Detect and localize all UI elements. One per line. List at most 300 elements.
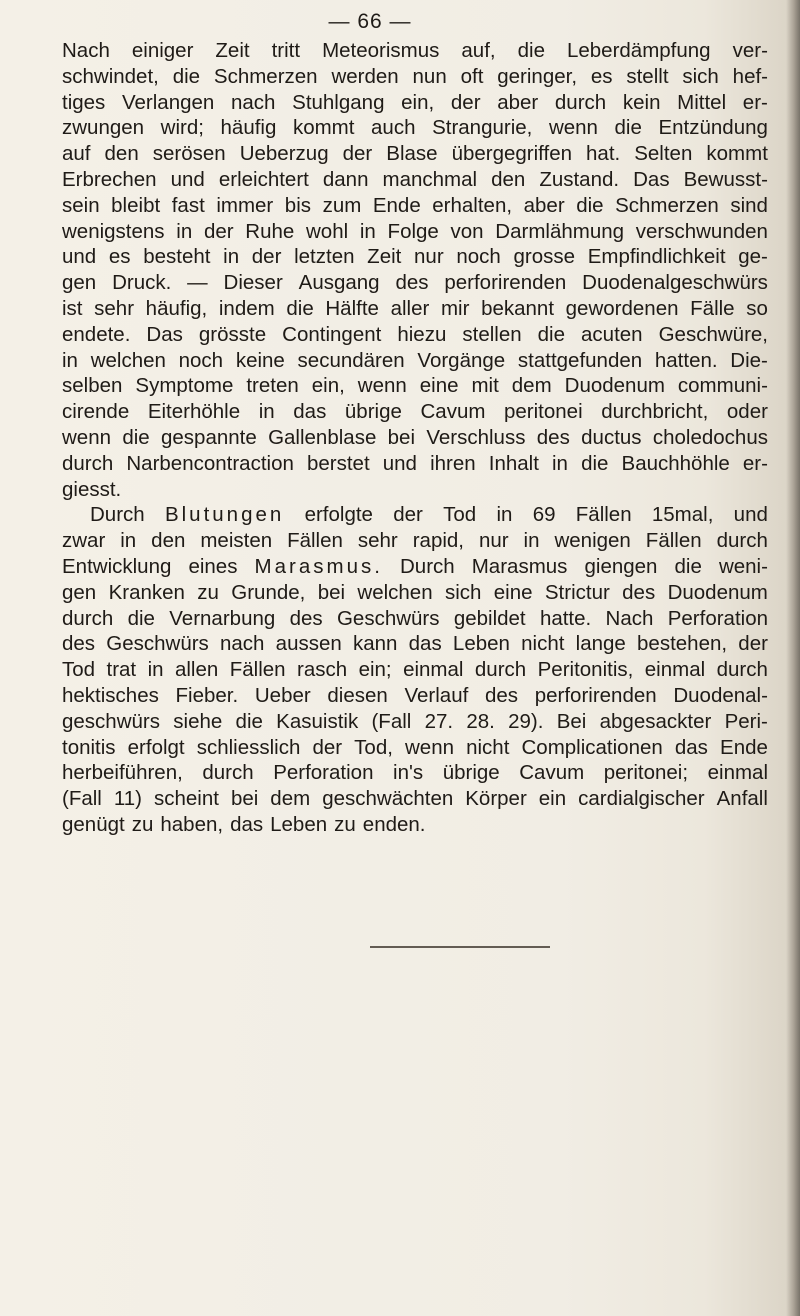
word: Entzündung — [658, 116, 768, 140]
word: Strangurie, — [432, 116, 533, 140]
word: das — [674, 735, 708, 759]
word: Ende — [372, 193, 421, 217]
word: nach — [231, 90, 276, 114]
word: hektisches — [62, 683, 159, 707]
text-line — [62, 606, 768, 632]
word: rapid, — [412, 529, 464, 553]
word: übergegriffen — [451, 142, 572, 166]
word: Bewusst- — [683, 167, 768, 191]
word: in — [523, 529, 540, 553]
text-line — [62, 735, 768, 761]
word: Schmerzen — [615, 193, 719, 217]
word: diesen — [327, 683, 388, 707]
word: Geschwüre, — [658, 322, 768, 346]
text-line — [62, 38, 768, 64]
word: Folge — [387, 219, 439, 243]
word: in — [258, 400, 275, 424]
word: Fälle — [690, 296, 735, 320]
word: in — [62, 348, 78, 372]
word: der — [738, 632, 768, 656]
word: serösen — [152, 142, 226, 166]
word: Dieser — [223, 271, 283, 295]
word: indem — [218, 296, 275, 320]
text-line — [62, 90, 768, 116]
word: er- — [742, 90, 768, 114]
word: communi- — [677, 374, 768, 398]
word: tritt — [271, 39, 301, 62]
word: wird; — [160, 116, 204, 140]
word: ein, — [401, 90, 435, 114]
word: erfolgte — [304, 503, 373, 527]
word: hatte. — [539, 606, 592, 630]
word: der — [203, 219, 234, 243]
word: Zeit — [367, 245, 402, 269]
word: wenn — [62, 425, 112, 449]
word: in — [120, 529, 137, 553]
word: des — [62, 632, 96, 656]
word: kommt — [292, 116, 355, 140]
word: die — [286, 296, 314, 320]
word: gespannte — [161, 425, 257, 449]
word: Geschwürs — [106, 632, 209, 656]
word: oft — [460, 64, 484, 88]
word: Hälfte — [325, 296, 379, 320]
word: Symptome — [135, 374, 234, 398]
text-line — [62, 193, 768, 219]
word: der — [251, 245, 282, 269]
word: Duodenal- — [673, 683, 768, 707]
word: wenn — [357, 374, 407, 398]
word: sein — [62, 193, 100, 217]
word: rasch — [297, 658, 348, 682]
word: Narbencontraction — [126, 451, 294, 475]
word: aber — [497, 90, 539, 114]
word: ge- — [738, 245, 768, 269]
word: durch — [62, 606, 114, 630]
word: Tod — [443, 503, 477, 527]
word: (Fall — [371, 709, 412, 733]
word: den — [104, 142, 139, 166]
word: der — [450, 90, 481, 114]
word: bestehen, — [637, 632, 728, 656]
word: die — [674, 554, 702, 578]
word: ein, — [311, 374, 345, 398]
word: enden. — [362, 812, 426, 836]
word: choledochus — [652, 425, 768, 449]
word: Nach — [62, 39, 110, 62]
word: auf — [62, 142, 91, 166]
word: manchmal — [382, 167, 478, 191]
text-line — [62, 786, 768, 812]
word: die — [172, 64, 201, 88]
text-line — [62, 657, 768, 683]
word: grösste — [198, 322, 267, 346]
word: durch — [62, 451, 114, 475]
word: Anfall — [716, 787, 768, 811]
text-line — [62, 580, 768, 606]
word: dem — [511, 374, 552, 398]
text-line — [62, 64, 768, 90]
word: besteht — [143, 245, 211, 269]
word: acuten — [581, 322, 643, 346]
word: zwungen — [62, 116, 145, 140]
word: ductus — [581, 425, 642, 449]
word: Bei — [556, 709, 587, 733]
word: schwindet, — [62, 64, 159, 88]
word: Cavum — [519, 761, 585, 785]
word: Inhalt — [488, 451, 539, 475]
word: und — [382, 451, 417, 475]
word: in — [552, 451, 568, 475]
word: trat — [106, 658, 137, 682]
word: Mittel — [677, 90, 727, 114]
word: welchen — [357, 580, 433, 604]
word: einmal — [707, 761, 768, 785]
text-line — [62, 528, 768, 554]
page-number: — 66 — — [328, 10, 412, 33]
word: — — [187, 271, 208, 295]
word: einiger — [131, 39, 194, 62]
text-line — [62, 115, 768, 141]
word: bei — [230, 787, 259, 811]
word: cirende — [62, 400, 130, 424]
word: zum — [322, 193, 362, 217]
word: fast — [171, 193, 205, 217]
word: Ende — [720, 735, 768, 759]
word: Peri- — [724, 709, 768, 733]
word: bis — [284, 193, 312, 217]
word: wenigen — [554, 529, 631, 553]
word: perforirenden — [444, 271, 567, 295]
text-line — [62, 683, 768, 709]
word: er- — [742, 451, 768, 475]
word: des — [484, 683, 519, 707]
word: ein — [538, 787, 567, 811]
text-line — [62, 322, 768, 348]
word: des — [289, 606, 323, 630]
word: Schmerzen — [213, 64, 318, 88]
word: stattgefunden — [517, 348, 643, 372]
word: Perforation — [667, 606, 768, 630]
word: 69 — [532, 503, 556, 527]
word: bei — [317, 580, 346, 604]
word: mit — [471, 374, 499, 398]
word: (Fall — [62, 787, 102, 811]
text-line — [62, 270, 768, 296]
word: durchbricht, — [601, 400, 709, 424]
word: gen — [62, 271, 97, 295]
word: peritonei — [504, 400, 583, 424]
text-line — [62, 760, 768, 786]
word: Peritonitis, — [537, 658, 634, 682]
word: noch — [456, 245, 501, 269]
word: kann — [352, 632, 398, 656]
word: oder — [726, 400, 768, 424]
word: Duodenum — [564, 374, 665, 398]
word: nicht — [521, 632, 565, 656]
word: so — [746, 296, 768, 320]
word: 11) — [113, 787, 142, 811]
word: nun — [412, 64, 447, 88]
word: Kasuistik — [276, 709, 359, 733]
word: 27. — [424, 709, 454, 733]
word: geschwächten — [322, 787, 454, 811]
word: die — [517, 39, 545, 62]
word: sich — [444, 580, 482, 604]
word: Darmlähmung — [495, 219, 625, 243]
word: aussen — [275, 632, 342, 656]
word: letzten — [294, 245, 355, 269]
word: eines — [188, 554, 238, 578]
word: immer — [216, 193, 274, 217]
word: siehe — [173, 709, 223, 733]
word: des — [622, 580, 656, 604]
word: Ueberzug — [239, 142, 329, 166]
word: häufig, — [145, 296, 208, 320]
word: häufig — [220, 116, 277, 140]
word: Durch — [90, 503, 145, 527]
word: nur — [414, 245, 444, 269]
word: zwar — [62, 529, 106, 553]
word: auch — [371, 116, 416, 140]
word: Zeit — [215, 39, 250, 62]
word: stellt — [626, 64, 669, 88]
word: berstet — [306, 451, 370, 475]
word: die — [576, 193, 604, 217]
word: Duodenum — [667, 580, 768, 604]
word: allen — [174, 658, 219, 682]
text-line — [62, 631, 768, 657]
word: Marasmus — [471, 554, 568, 578]
word: nur — [478, 529, 509, 553]
word: Fällen — [229, 658, 286, 682]
word: durch — [554, 90, 607, 114]
word: selben — [62, 374, 123, 398]
word: eine — [419, 374, 459, 398]
text-line — [62, 709, 768, 735]
word: tiges — [62, 90, 106, 114]
word: Das — [633, 167, 670, 191]
word: einmal — [403, 658, 464, 682]
word: in — [147, 658, 164, 682]
word: erfolgt — [127, 735, 185, 759]
word: hat. — [586, 142, 621, 166]
word: Complicationen — [521, 735, 663, 759]
word: Ausgang — [298, 271, 380, 295]
separator-rule — [370, 946, 550, 948]
word: welchen — [90, 348, 166, 372]
word: Blutungen — [164, 503, 285, 527]
text-line — [62, 477, 768, 503]
word: tonitis — [62, 735, 116, 759]
word: Ruhe — [245, 219, 295, 243]
word: Verlangen — [121, 90, 215, 114]
word: wenn — [548, 116, 598, 140]
word: ver- — [732, 39, 768, 62]
word: keine — [235, 348, 285, 372]
word: hatten. — [654, 348, 718, 372]
word: und — [170, 167, 205, 191]
word: Geschwürs — [336, 606, 440, 630]
word: perforirenden — [534, 683, 657, 707]
word: sehr — [94, 296, 135, 320]
word: Verlauf — [404, 683, 469, 707]
word: in's — [393, 761, 424, 785]
word: Zustand. — [539, 167, 620, 191]
word: Fällen — [645, 529, 702, 553]
word: Leben — [270, 812, 328, 836]
word: der — [312, 735, 343, 759]
word: Selten — [634, 142, 693, 166]
word: der — [393, 503, 423, 527]
word: treten — [246, 374, 299, 398]
word: Tod — [62, 658, 96, 682]
word: endete. — [62, 322, 131, 346]
word: Bauchhöhle — [621, 451, 730, 475]
word: Tod, — [354, 735, 393, 759]
word: aber — [523, 193, 565, 217]
word: die — [581, 451, 609, 475]
word: Duodenalgeschwürs — [582, 271, 768, 295]
word: Stuhlgang — [292, 90, 385, 114]
word: auf, — [461, 39, 496, 62]
word: Leben — [452, 632, 510, 656]
word: bei — [387, 425, 416, 449]
word: bleibt — [111, 193, 161, 217]
word: in — [223, 245, 240, 269]
word: sich — [682, 64, 719, 88]
word: übrige — [344, 400, 402, 424]
word: scheint — [153, 787, 219, 811]
word: die — [127, 606, 155, 630]
word: Das — [146, 322, 183, 346]
word: Strictur — [544, 580, 610, 604]
word: ist — [62, 296, 83, 320]
word: kein — [622, 90, 661, 114]
word: die — [537, 322, 566, 346]
word: Leberdämpfung — [566, 39, 711, 62]
word: des — [536, 425, 570, 449]
word: es — [108, 245, 131, 269]
word: Empfindlichkeit — [587, 245, 726, 269]
word: Eiterhöhle — [147, 400, 241, 424]
word: Entwicklung — [62, 554, 172, 578]
word: schliesslich — [196, 735, 301, 759]
word: eine — [493, 580, 533, 604]
word: erleichtert — [218, 167, 309, 191]
word: durch — [716, 658, 768, 682]
word: meisten — [200, 529, 273, 553]
word: wenigstens — [62, 219, 165, 243]
text-line — [62, 399, 768, 425]
word: zu — [131, 812, 154, 836]
word: das — [408, 632, 442, 656]
word: giesst. — [62, 477, 122, 501]
text-line — [62, 219, 768, 245]
text-line — [62, 141, 768, 167]
word: grosse — [513, 245, 576, 269]
word: mir — [440, 296, 470, 320]
word: secundären — [297, 348, 405, 372]
word: weni- — [718, 554, 768, 578]
page-edge-shadow — [786, 0, 800, 1316]
word: Die- — [730, 348, 768, 372]
word: Nach — [605, 606, 654, 630]
word: wenn — [405, 735, 455, 759]
word: in — [359, 219, 376, 243]
word: Marasmus. — [254, 554, 383, 578]
word: das — [230, 812, 264, 836]
word: erhalten, — [432, 193, 513, 217]
word: gewordenen — [565, 296, 679, 320]
word: giengen — [584, 554, 658, 578]
word: Ueber — [254, 683, 311, 707]
word: es — [590, 64, 613, 88]
word: den — [151, 529, 186, 553]
word: Gallenblase — [268, 425, 377, 449]
word: Contingent — [282, 322, 382, 346]
word: des — [395, 271, 429, 295]
body-text — [62, 38, 768, 838]
word: Fällen — [287, 529, 343, 553]
word: werden — [331, 64, 399, 88]
word: Grunde, — [231, 580, 306, 604]
word: Verschluss — [426, 425, 526, 449]
word: zu — [334, 812, 356, 836]
word: nicht — [466, 735, 510, 759]
word: einmal — [644, 658, 706, 682]
word: Erbrechen — [62, 167, 157, 191]
text-line — [62, 425, 768, 451]
word: Kranken — [108, 580, 185, 604]
text-line — [62, 167, 768, 193]
text-line — [62, 348, 768, 374]
word: lange — [575, 632, 626, 656]
word: aller — [390, 296, 430, 320]
word: haben, — [160, 812, 224, 836]
word: die — [122, 425, 150, 449]
word: Meteorismus — [322, 39, 440, 62]
word: 28. — [466, 709, 495, 733]
word: geschwürs — [62, 709, 160, 733]
word: den — [491, 167, 526, 191]
word: die — [235, 709, 263, 733]
word: 15mal, — [651, 503, 714, 527]
word: Druck. — [112, 271, 172, 295]
word: Fällen — [575, 503, 632, 527]
word: Körper — [465, 787, 527, 811]
word: hiezu — [397, 322, 447, 346]
word: dann — [322, 167, 369, 191]
text-line — [62, 502, 768, 528]
word: peritonei; — [603, 761, 689, 785]
word: gebildet — [453, 606, 526, 630]
word: die — [614, 116, 642, 140]
word: stellen — [462, 322, 522, 346]
word: zu — [197, 580, 219, 604]
text-line — [62, 296, 768, 322]
word: gen — [62, 580, 97, 604]
word: Fieber. — [175, 683, 239, 707]
word: nach — [220, 632, 265, 656]
word: verschwunden — [635, 219, 768, 243]
word: abgesackter — [599, 709, 712, 733]
word: noch — [178, 348, 224, 372]
word: durch — [202, 761, 254, 785]
word: durch — [474, 658, 527, 682]
word: bekannt — [481, 296, 555, 320]
word: wohl — [306, 219, 349, 243]
